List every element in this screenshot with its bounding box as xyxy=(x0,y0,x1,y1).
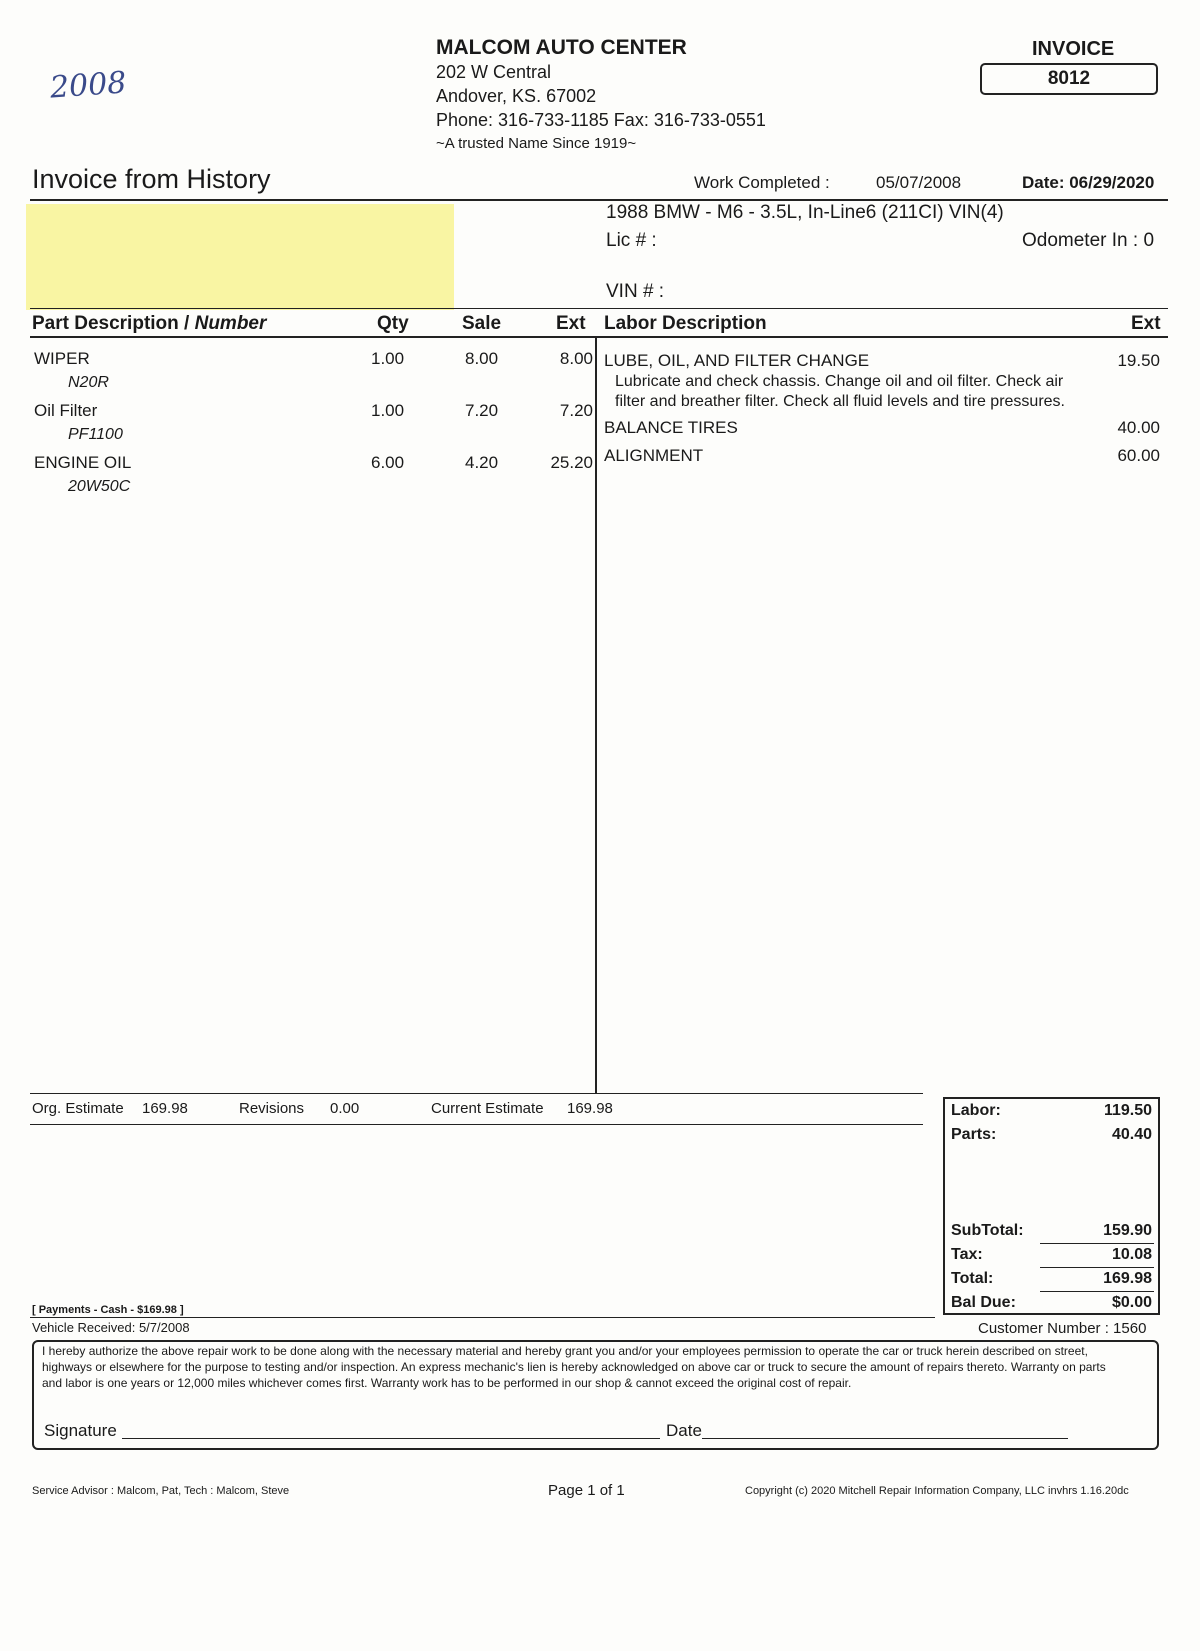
part-sale: 4.20 xyxy=(465,453,499,472)
invoice-number: 8012 xyxy=(980,63,1158,95)
estimate-top-line xyxy=(30,1093,923,1094)
date-line[interactable] xyxy=(702,1438,1068,1439)
part-qty: 1.00 xyxy=(371,349,405,368)
shop-name: MALCOM AUTO CENTER xyxy=(436,36,687,59)
part-description-header: Part Description / Number xyxy=(32,313,267,334)
copyright: Copyright (c) 2020 Mitchell Repair Information Company, LLC invhrs 1.16.20dc xyxy=(745,1485,1129,1497)
service-advisor: Service Advisor : Malcom, Pat, Tech : Malcom, Steve xyxy=(32,1485,290,1497)
subtotal-value: 159.90 xyxy=(1103,1222,1152,1239)
revisions-label: Revisions xyxy=(239,1100,305,1117)
labor-total-label: Labor: xyxy=(951,1102,1001,1119)
vehicle-received: Vehicle Received: 5/7/2008 xyxy=(32,1320,190,1335)
authorization-text: I hereby authorize the above repair work to be done along with the necessary material and hereby grant you and/or your employees permission to operate the car or truck herein described on street, highways or elsewhere for the purpose to testing and/or inspection. An express mechanic's lien is hereby acknowledged on above car or truck to secure the amount of repairs thereto. Warranty on parts and labor is one years or 12,000 miles whichever comes first. Warranty work has to be performed in our shop & cannot exceed the original cost of repair. xyxy=(42,1344,1106,1390)
current-estimate-label: Current Estimate xyxy=(431,1100,544,1117)
total-value: 169.98 xyxy=(1103,1270,1152,1287)
column-divider xyxy=(595,338,597,1093)
org-estimate-value: 169.98 xyxy=(142,1100,188,1117)
subtotal-line xyxy=(1040,1243,1154,1244)
part-description: Oil Filter xyxy=(34,401,98,420)
sale-header: Sale xyxy=(462,313,502,334)
labor-ext: 60.00 xyxy=(1117,446,1160,465)
subtotal-label: SubTotal: xyxy=(951,1222,1024,1239)
current-estimate-value: 169.98 xyxy=(567,1100,613,1117)
labor-description-header: Labor Description xyxy=(604,313,767,334)
signature-label: Signature xyxy=(44,1421,117,1440)
payments-line xyxy=(30,1317,935,1318)
vehicle-description: 1988 BMW - M6 - 3.5L, In-Line6 (211CI) VIN(4) xyxy=(606,202,1004,223)
signature-line[interactable] xyxy=(122,1438,660,1439)
labor-ext-header: Ext xyxy=(1131,313,1161,334)
part-number: PF1100 xyxy=(68,426,123,443)
vin-label: VIN # : xyxy=(606,281,665,302)
part-number: N20R xyxy=(68,374,109,391)
header-divider xyxy=(30,199,1168,201)
part-ext: 25.20 xyxy=(550,453,593,472)
tax-line xyxy=(1040,1267,1154,1268)
table-top-line xyxy=(30,308,1168,309)
qty-header: Qty xyxy=(377,313,409,334)
labor-total-value: 119.50 xyxy=(1103,1102,1152,1119)
shop-address-line2: Andover, KS. 67002 xyxy=(436,86,597,106)
invoice-date: Date: 06/29/2020 xyxy=(1022,173,1155,192)
labor-ext: 40.00 xyxy=(1117,418,1160,437)
org-estimate-label: Org. Estimate xyxy=(32,1100,124,1117)
balance-due-label: Bal Due: xyxy=(951,1294,1016,1311)
total-label: Total: xyxy=(951,1270,994,1287)
shop-tagline: ~A trusted Name Since 1919~ xyxy=(436,135,637,152)
customer-number: Customer Number : 1560 xyxy=(978,1320,1147,1337)
parts-total-value: 40.40 xyxy=(1111,1126,1152,1143)
part-qty: 6.00 xyxy=(371,453,405,472)
part-qty: 1.00 xyxy=(371,401,405,420)
part-sale: 7.20 xyxy=(465,401,499,420)
estimate-bottom-line xyxy=(30,1124,923,1125)
work-completed-date: 05/07/2008 xyxy=(876,173,962,192)
part-description: ENGINE OIL xyxy=(34,453,132,472)
labor-description: BALANCE TIRES xyxy=(604,418,738,437)
labor-description: ALIGNMENT xyxy=(604,446,704,465)
part-sale: 8.00 xyxy=(465,349,499,368)
ext-header: Ext xyxy=(556,313,586,334)
payments-note: [ Payments - Cash - $169.98 ] xyxy=(32,1304,184,1316)
revisions-value: 0.00 xyxy=(330,1100,360,1117)
table-header-line xyxy=(30,336,1168,338)
date-label: Date xyxy=(666,1421,702,1440)
page-title: Invoice from History xyxy=(32,164,271,194)
license-label: Lic # : xyxy=(606,230,657,251)
work-completed-label: Work Completed : xyxy=(694,173,830,192)
labor-ext: 19.50 xyxy=(1117,351,1160,370)
redacted-customer-block xyxy=(26,204,454,310)
page-number: Page 1 of 1 xyxy=(548,1482,625,1499)
invoice-label: INVOICE xyxy=(1032,38,1115,60)
shop-phone-fax: Phone: 316-733-1185 Fax: 316-733-0551 xyxy=(436,110,766,130)
parts-total-label: Parts: xyxy=(951,1126,997,1143)
labor-detail: filter and breather filter. Check all fluid levels and tire pressures. xyxy=(615,393,1065,410)
balance-due-value: $0.00 xyxy=(1111,1294,1152,1311)
tax-label: Tax: xyxy=(951,1246,983,1263)
labor-description: LUBE, OIL, AND FILTER CHANGE xyxy=(604,351,870,370)
shop-address-line1: 202 W Central xyxy=(436,62,552,82)
part-ext: 7.20 xyxy=(559,401,593,420)
tax-value: 10.08 xyxy=(1111,1246,1152,1263)
total-line xyxy=(1040,1291,1154,1292)
labor-detail: Lubricate and check chassis. Change oil and oil filter. Check air xyxy=(615,373,1064,390)
part-ext: 8.00 xyxy=(559,349,593,368)
odometer-in: Odometer In : 0 xyxy=(1022,230,1155,251)
part-number: 20W50C xyxy=(68,478,131,495)
part-description: WIPER xyxy=(34,349,90,368)
handwritten-year: 2008 xyxy=(48,65,128,106)
